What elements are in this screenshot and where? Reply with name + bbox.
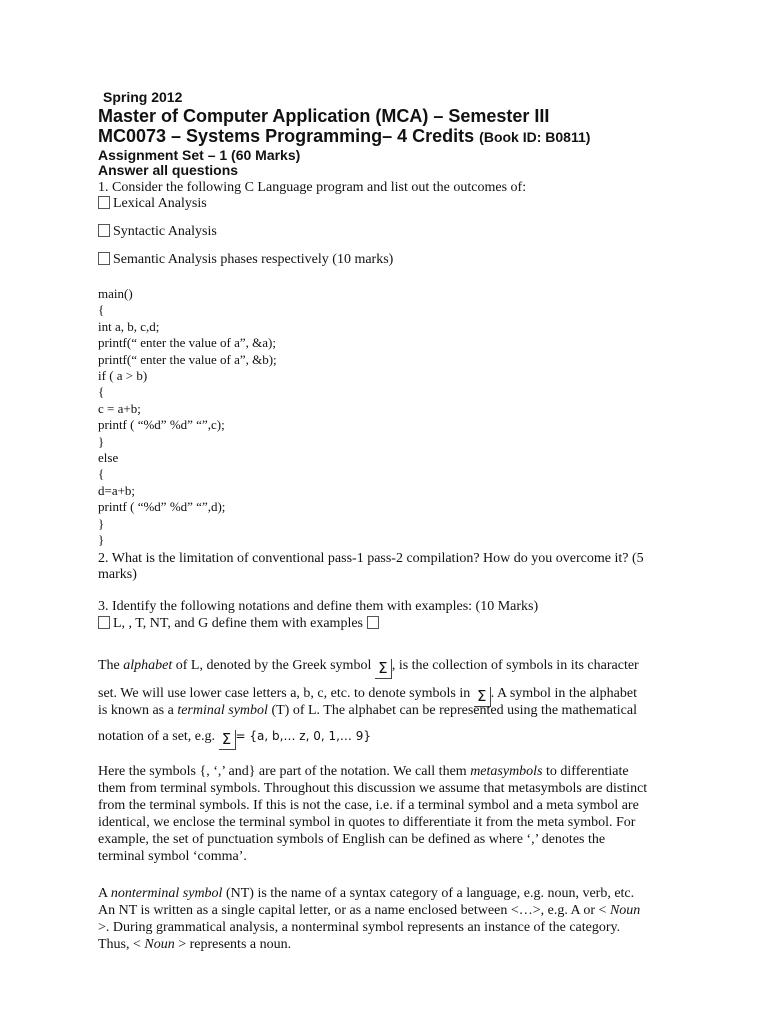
q1-item-semantic (98, 252, 393, 268)
assignment-set: Assignment Set – 1 (60 Marks) (98, 147, 301, 163)
text-run: (T) of L. The alphabet can be represented using the mathematical (267, 703, 637, 718)
bullet-box-icon (367, 616, 379, 629)
code-line: else (98, 450, 119, 466)
meta-line4: identical, we enclose the terminal symbol in quotes to differentiate it from the meta symbol. For (98, 815, 636, 830)
text-run: > represents a noun. (174, 937, 292, 952)
sigma-symbol-icon: Σ (474, 687, 491, 707)
code-line: printf(“ enter the value of a”, &a); (98, 335, 276, 351)
code-line: printf(“ enter the value of a”, &b); (98, 351, 277, 367)
term-nonterminal-symbol: nonterminal symbol (110, 886, 223, 901)
set-notation: = {a, b,… z, 0, 1,… 9} (235, 729, 371, 743)
text-run: An NT is written as a single capital letter, or as a name enclosed between <…>, e.g. A or < (98, 903, 610, 918)
meta-line6: terminal symbol ‘comma’. (98, 849, 247, 864)
term-alphabet: alphabet (123, 658, 173, 673)
code-line: printf ( “%d” %d” “”,c); (98, 417, 225, 433)
bullet-box-icon (98, 196, 110, 209)
text-run: is known as a (98, 703, 178, 718)
text-run: (NT) is the name of a syntax category of a language, e.g. noun, verb, etc. (222, 886, 635, 901)
code-line: main() (98, 286, 133, 301)
text-run: . A symbol in the alphabet (490, 686, 637, 701)
bullet-box-icon (98, 224, 110, 237)
alphabet-line3 (98, 703, 637, 719)
text-run: The (98, 658, 124, 673)
text-run: , is the collection of symbols in its character (391, 658, 639, 673)
code-block (98, 286, 277, 549)
text-run: set. We will use lower case letters a, b, c, etc. to denote symbols in (98, 686, 474, 701)
q3-sub (98, 616, 382, 632)
term-terminal-symbol: terminal symbol (177, 703, 268, 718)
text-run: notation of a set, e.g. (98, 729, 219, 744)
code-line: c = a+b; (98, 400, 141, 416)
q1-text: 1. Consider the following C Language program and list out the outcomes of: (98, 180, 527, 195)
q1-item-label: Lexical Analysis (113, 196, 207, 211)
bullet-box-icon (98, 252, 110, 265)
text-run: Thus, < (98, 937, 145, 952)
code-line: { (98, 466, 105, 482)
text-run: Here the symbols {, ‘,’ and} are part of the notation. We call them (98, 764, 471, 779)
text-run: of L, denoted by the Greek symbol (172, 658, 375, 673)
sigma-symbol-icon: Σ (375, 659, 392, 679)
code-line: d=a+b; (98, 482, 136, 498)
nt-line3: >. During grammatical analysis, a nonterminal symbol represents an instance of the category. (98, 920, 621, 935)
text-run: to differentiate (542, 764, 629, 779)
q1-item-syntactic (98, 224, 217, 240)
q3-text: 3. Identify the following notations and define them with examples: (10 Marks) (98, 599, 539, 614)
code-line: } (98, 532, 105, 548)
program-title: Master of Computer Application (MCA) – Semester III (98, 106, 550, 126)
alphabet-line1 (98, 658, 639, 679)
code-line: { (98, 302, 105, 318)
term-noun: Noun (144, 937, 175, 952)
code-line: printf ( “%d” %d” “”,d); (98, 499, 226, 515)
course-name: MC0073 – Systems Programming– 4 Credits (98, 126, 475, 146)
bullet-box-icon (98, 616, 110, 629)
term-metasymbols: metasymbols (470, 764, 543, 779)
text-run: A (98, 886, 111, 901)
code-line: { (98, 384, 105, 400)
q2-line1: 2. What is the limitation of conventional pass-1 pass-2 compilation? How do you overcome it? (5 (98, 551, 644, 566)
sigma-symbol-icon: Σ (219, 730, 236, 750)
code-line: if ( a > b) (98, 368, 148, 384)
meta-line1 (98, 764, 629, 780)
course-title (98, 126, 590, 147)
code-line: } (98, 515, 105, 531)
q1-item-lexical (98, 196, 207, 212)
meta-line3: from the terminal symbols. If this is not the case, i.e. if a terminal symbol and a meta symbol are (98, 798, 639, 813)
code-line: } (98, 433, 105, 449)
nt-line4 (98, 937, 291, 953)
q2-line2: marks) (98, 567, 137, 582)
semester-line: Spring 2012 (103, 89, 183, 105)
term-noun: Noun (609, 903, 641, 918)
meta-line2: them from terminal symbols. Throughout this discussion we assume that metasymbols are distinct (98, 781, 648, 796)
nt-line2 (98, 903, 640, 919)
nt-line1 (98, 886, 634, 902)
q1-item-label: Syntactic Analysis (113, 224, 217, 239)
q3-sub-label: L, , T, NT, and G define them with examples (113, 616, 363, 631)
book-id: (Book ID: B0811) (479, 129, 591, 145)
code-line: int a, b, c,d; (98, 318, 160, 334)
alphabet-line4 (98, 729, 371, 750)
meta-line5: example, the set of punctuation symbols of English can be defined as where ‘,’ denotes the (98, 832, 606, 847)
q1-item-label: Semantic Analysis phases respectively (10 marks) (113, 252, 394, 267)
instruction: Answer all questions (98, 162, 239, 178)
